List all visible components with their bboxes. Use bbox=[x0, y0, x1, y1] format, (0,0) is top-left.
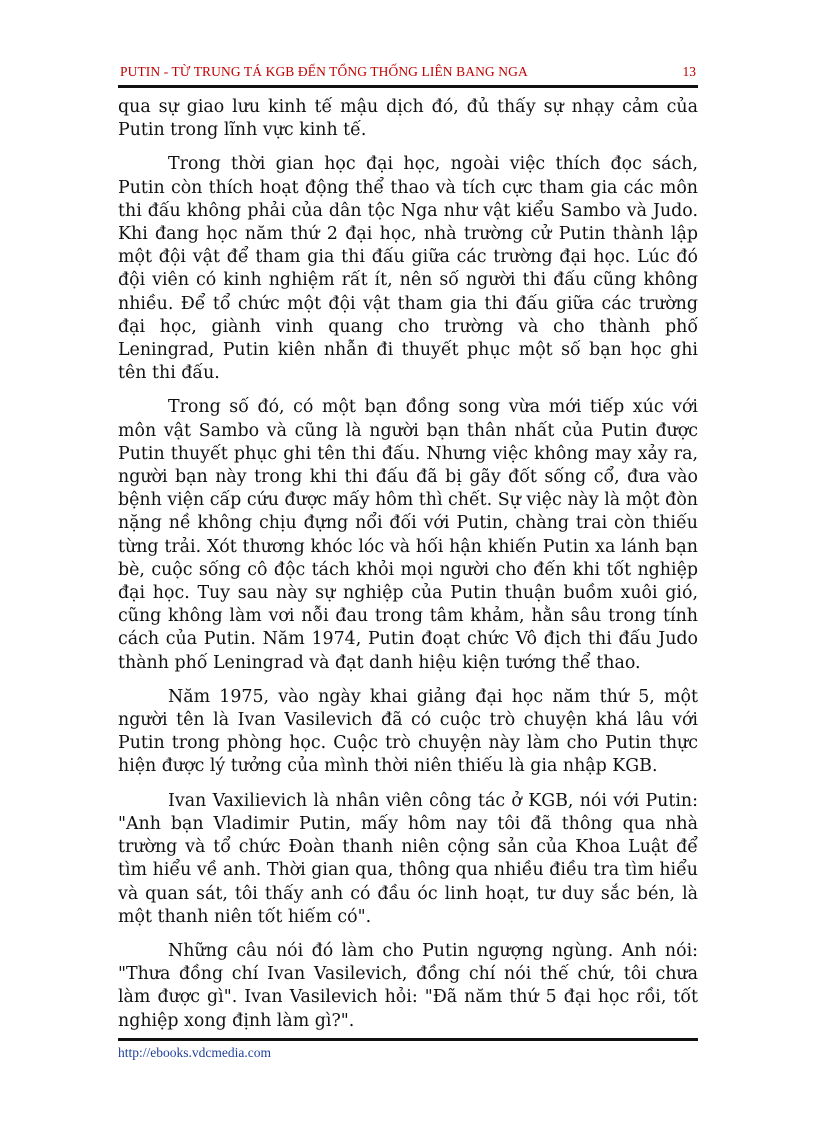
header-divider bbox=[118, 85, 698, 88]
paragraph: qua sự giao lưu kinh tế mậu dịch đó, đủ thấy sự nhạy cảm của Putin trong lĩnh vực kinh tế. bbox=[118, 97, 698, 141]
footer-link[interactable]: http://ebooks.vdcmedia.com bbox=[118, 1045, 271, 1060]
paragraph: Những câu nói đó làm cho Putin ngượng ngùng. Anh nói: "Thưa đồng chí Ivan Vasilevich, đồng chí nói thế chứ, tôi chưa làm được gì". Ivan Vasilevich hỏi: "Đã năm thứ 5 đại học rồi, tốt nghiệp xong định làm gì?". bbox=[118, 940, 698, 1031]
footer-divider bbox=[118, 1038, 698, 1041]
running-title: PUTIN - TỪ TRUNG TÁ KGB ĐẾN TỔNG THỐNG LIÊN BANG NGA bbox=[120, 64, 528, 79]
page-header bbox=[118, 61, 698, 83]
paragraph: Trong số đó, có một bạn đồng song vừa mới tiếp xúc với môn vật Sambo và cũng là người bạn thân nhất của Putin được Putin thuyết phục ghi tên thi đấu. Nhưng việc không may xảy ra, người bạn này trong khi thi đấu đã bị gãy đốt sống cổ, đưa vào bệnh viện cấp cứu được mấy hôm thì chết. Sự việc này là một đòn nặng nề không chịu đựng nổi đối với Putin, chàng trai còn thiếu từng trải. Xót thương khóc lóc và hối hận khiến Putin xa lánh bạn bè, cuộc sống cô độc tách khỏi mọi người cho đến khi tốt nghiệp đại học. Tuy sau này sự nghiệp của Putin thuận buồm xuôi gió, cũng không làm vơi nỗi đau trong tâm khảm, hằn sâu trong tính cách của Putin. Năm 1974, Putin đoạt chức Vô địch thi đấu Judo thành phố Leningrad và đạt danh hiệu kiện tướng thể thao. bbox=[118, 397, 698, 673]
paragraph: Trong thời gian học đại học, ngoài việc thích đọc sách, Putin còn thích hoạt động thể thao và tích cực tham gia các môn thi đấu không phải của dân tộc Nga như vật kiểu Sambo và Judo. Khi đang học năm thứ 2 đại học, nhà trường cử Putin thành lập một đội vật để tham gia thi đấu giữa các trường đại học. Lúc đó đội viên có kinh nghiệm rất ít, nên số người thi đấu cũng không nhiều. Để tổ chức một đội vật tham gia thi đấu giữa các trường đại học, giành vinh quang cho trường và cho thành phố Leningrad, Putin kiên nhẫn đi thuyết phục một số bạn học ghi tên thi đấu. bbox=[118, 154, 698, 384]
paragraph: Ivan Vaxilievich là nhân viên công tác ở KGB, nói với Putin: "Anh bạn Vladimir Putin, mấy hôm nay tôi đã thông qua nhà trường và tổ chức Đoàn thanh niên cộng sản của Khoa Luật để tìm hiểu về anh. Thời gian qua, thông qua nhiều điều tra tìm hiểu và quan sát, tôi thấy anh có đầu óc linh hoạt, tư duy sắc bén, là một thanh niên tốt hiếm có". bbox=[118, 790, 698, 927]
paragraph: Năm 1975, vào ngày khai giảng đại học năm thứ 5, một người tên là Ivan Vasilevich đã có cuộc trò chuyện khá lâu với Putin trong phòng học. Cuộc trò chuyện này làm cho Putin thực hiện được lý tưởng của mình thời niên thiếu là gia nhập KGB. bbox=[118, 686, 698, 777]
page-number: 13 bbox=[682, 64, 696, 79]
body-text bbox=[118, 96, 698, 1044]
